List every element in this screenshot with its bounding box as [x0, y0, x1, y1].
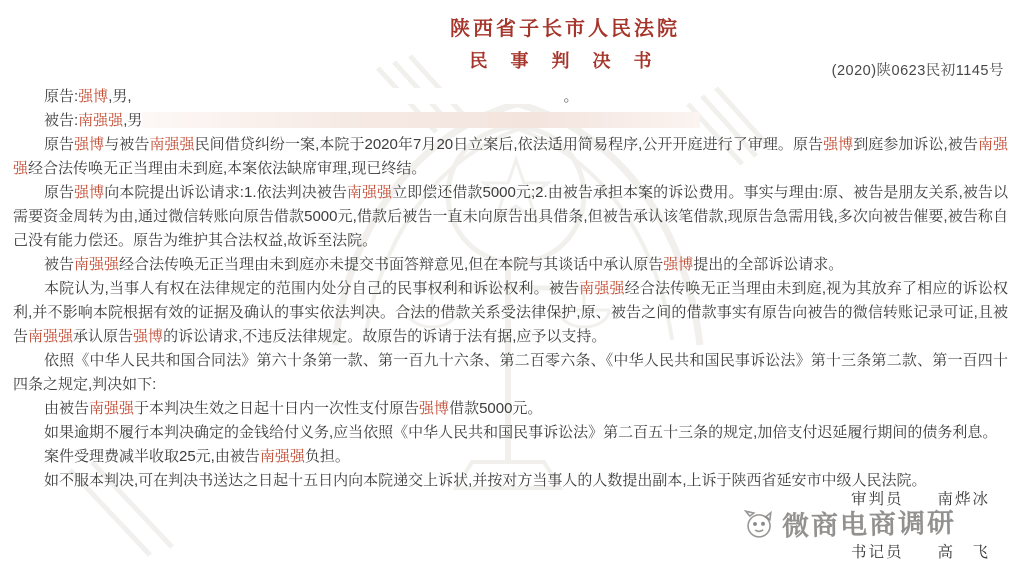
clerk-label: 书记员	[850, 544, 904, 561]
text-segment: 负担。	[304, 448, 350, 465]
text-segment: 。	[563, 88, 579, 105]
text-segment: 本院认为,当事人有权在法律规定的范围内处分自己的民事权利和诉讼权利。被告	[44, 280, 580, 297]
case-number: (2020)陕0623民初1145号	[831, 63, 1004, 79]
text-segment: 被告	[44, 256, 75, 273]
late-performance-paragraph	[13, 421, 1008, 445]
judgment-order-paragraph	[13, 397, 1008, 421]
text-segment: 与被告	[104, 136, 150, 153]
party-name-highlight: 强博	[78, 88, 109, 105]
party-name-highlight: 南强强	[13, 136, 1008, 177]
court-name-title: 陕西省子长市人民法院	[450, 18, 680, 40]
text-segment: ,男	[123, 112, 143, 129]
plaintiff-line	[13, 85, 1008, 109]
text-segment: 借款5000元。	[449, 400, 543, 417]
party-name-highlight: 强博	[74, 136, 105, 153]
text-segment: 经合法传唤无正当理由未到庭,视为其放弃了相应的诉讼权利,并不影响本院根据有效的证据及确认的事实依法判决。合法的借款关系受法律保护,原、被告之间的借款事实有原告向被告的微信转账记录可证,且被告	[13, 280, 1008, 345]
party-name-highlight: 南强强	[579, 280, 625, 297]
text-segment: 原告:	[44, 88, 79, 105]
text-segment: 如不服本判决,可在判决书送达之日起十五日内向本院递交上诉状,并按对方当事人的人数提出副本,上诉于陕西省延安市中级人民法院。	[44, 472, 927, 489]
redaction-block	[142, 112, 700, 128]
text-segment: 依照《中华人民共和国合同法》第六十条第一款、第一百九十六条、第二百零六条、《中华人民共和国民事诉讼法》第十三条第二款、第一百四十四条之规定,判决如下:	[13, 352, 1008, 393]
text-segment: 于本判决生效之日起十日内一次性支付原告	[134, 400, 420, 417]
redaction-block	[132, 88, 564, 104]
court-fee-paragraph	[13, 445, 1008, 469]
text-segment: 原告	[44, 184, 75, 201]
text-segment: 的诉讼请求,不违反法律规定。故原告的诉请于法有据,应予以支持。	[163, 328, 607, 345]
party-name-highlight: 南强强	[78, 112, 124, 129]
text-segment: 民间借贷纠纷一案,本院于2020年7月20日立案后,依法适用简易程序,公开开庭进行了审理。原告	[194, 136, 824, 153]
judgment-body	[13, 85, 1008, 493]
watermark-text: 微商电商调研	[781, 507, 957, 542]
text-segment: 向本院提出诉讼请求:1.依法判决被告	[104, 184, 347, 201]
party-name-highlight: 南强强	[346, 184, 393, 201]
watermark-logo-icon	[742, 508, 779, 541]
case-summary-paragraph	[13, 133, 1008, 181]
defendant-line	[13, 109, 1008, 133]
party-name-highlight: 南强强	[74, 256, 120, 273]
court-opinion-paragraph	[13, 277, 1008, 349]
text-segment: 如果逾期不履行本判决确定的金钱给付义务,应当依照《中华人民共和国民事诉讼法》第二百五十三条的规定,加倍支付迟延履行期间的债务利息。	[44, 424, 998, 441]
clerk-name: 高 飞	[937, 544, 990, 561]
text-segment: 原告	[44, 136, 75, 153]
text-segment: 提出的全部诉讼请求。	[693, 256, 844, 273]
legal-basis-paragraph	[13, 349, 1008, 397]
defendant-response-paragraph	[13, 253, 1008, 277]
text-segment: 经合法传唤无正当理由未到庭亦未提交书面答辩意见,但在本院与其谈话中承认原告	[119, 256, 664, 273]
party-name-highlight: 强博	[133, 328, 164, 345]
party-name-highlight: 强博	[663, 256, 694, 273]
text-segment: 到庭参加诉讼,被告	[853, 136, 978, 153]
text-segment: 被告:	[44, 112, 79, 129]
clerk-signature-line	[851, 540, 990, 562]
text-segment: 由被告	[44, 400, 90, 417]
text-segment: 经合法传唤无正当理由未到庭,本案依法缺席审理,现已终结。	[28, 160, 427, 177]
claims-facts-paragraph	[13, 181, 1008, 253]
judge-name: 南烨冰	[937, 491, 990, 508]
text-segment: ,男,	[108, 88, 132, 105]
text-segment: 立即偿还借款5000元;2.由被告承担本案的诉讼费用。事实与理由:原、被告是朋友关系,被告以需要资金周转为由,通过微信转账向原告借款5000元,借款后被告一直未向原告出具借条,但被告承认该笔借款,现原告急需用钱,多次向被告催要,被告称自己没有能力偿还。原告为维护其合法权益,故诉至法院。	[13, 184, 1008, 249]
party-name-highlight: 南强强	[28, 328, 74, 345]
doc-type-title: 民 事 判 决 书	[469, 51, 661, 71]
party-name-highlight: 强博	[74, 184, 105, 201]
wechat-watermark	[742, 501, 957, 544]
party-name-highlight: 强博	[419, 400, 450, 417]
party-name-highlight: 强博	[823, 136, 854, 153]
text-segment: 案件受理费减半收取25元,由被告	[44, 448, 260, 465]
party-name-highlight: 南强强	[89, 400, 135, 417]
judge-label: 审判员	[850, 491, 904, 508]
party-name-highlight: 南强强	[259, 448, 305, 465]
text-segment: 承认原告	[73, 328, 134, 345]
party-name-highlight: 南强强	[149, 136, 195, 153]
